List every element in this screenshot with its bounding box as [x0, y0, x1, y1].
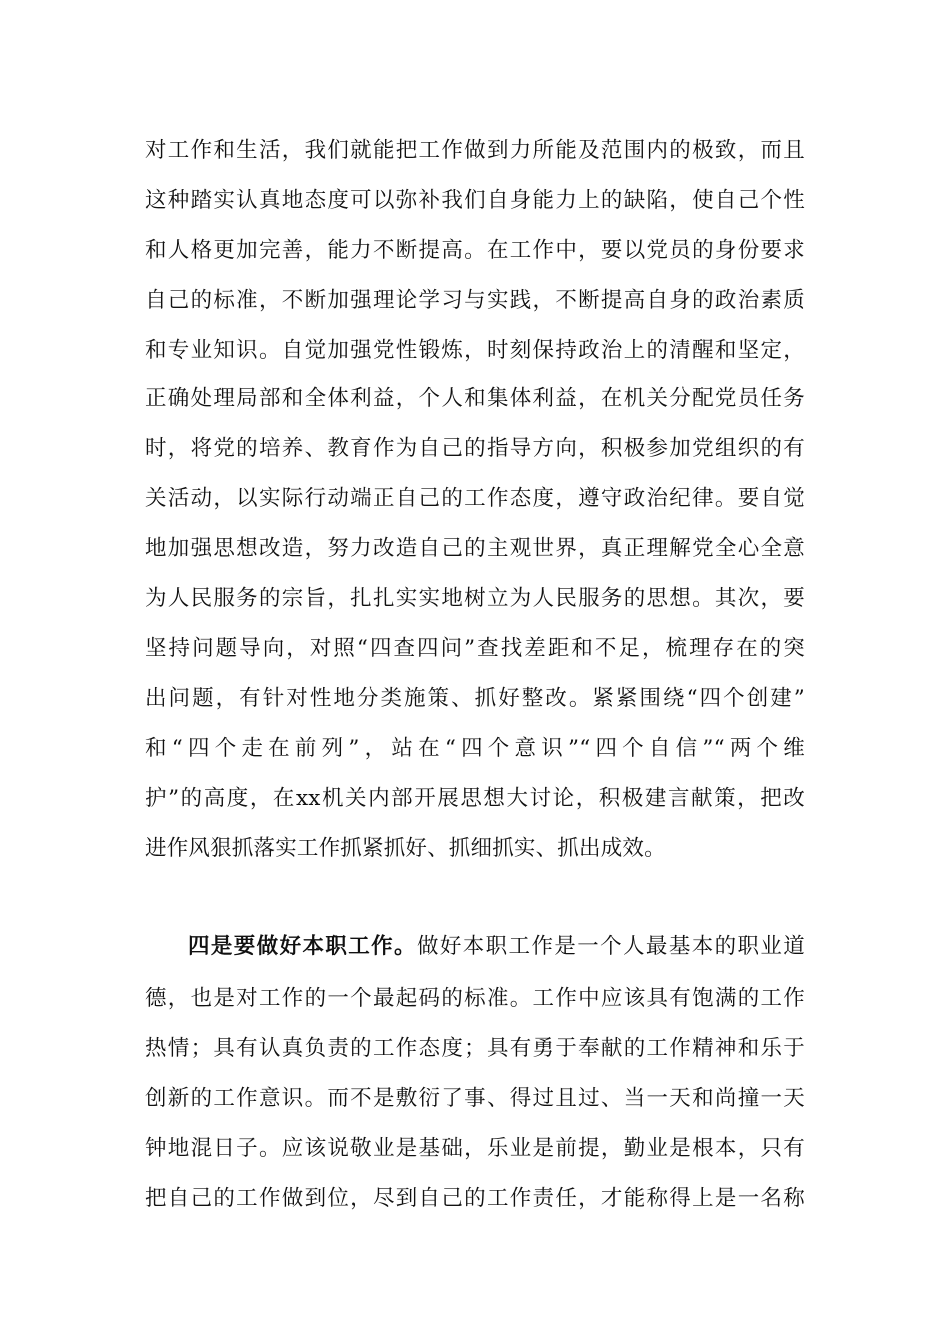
paragraph-2-line-4: 创新的工作意识。而不是敷衍了事、得过且过、当一天和尚撞一天 — [145, 1086, 805, 1111]
paragraph-1-line-15: 进作风狠抓落实工作抓紧抓好、抓细抓实、抓出成效。 — [145, 836, 666, 861]
paragraph-1-line-13: 和“四个走在前列”，站在“四个意识”“四个自信”“两个维 — [145, 736, 805, 761]
paragraph-1-line-6: 正确处理局部和全体利益，个人和集体利益，在机关分配党员任务 — [145, 386, 805, 411]
paragraph-1-line-2: 这种踏实认真地态度可以弥补我们自身能力上的缺陷，使自己个性 — [145, 188, 805, 213]
section-heading: 四是要做好本职工作。 — [188, 934, 417, 959]
paragraph-2-line-1-text: 做好本职工作是一个人最基本的职业道 — [416, 934, 805, 959]
paragraph-1-line-10: 为人民服务的宗旨，扎扎实实地树立为人民服务的思想。其次，要 — [145, 586, 805, 611]
paragraph-2-line-5: 钟地混日子。应该说敬业是基础，乐业是前提，勤业是根本，只有 — [145, 1136, 805, 1161]
paragraph-1-line-1: 对工作和生活，我们就能把工作做到力所能及范围内的极致，而且 — [145, 138, 805, 163]
paragraph-2-line-3: 热情；具有认真负责的工作态度；具有勇于奉献的工作精神和乐于 — [145, 1036, 805, 1061]
paragraph-2-line-6: 把自己的工作做到位，尽到自己的工作责任，才能称得上是一名称 — [145, 1186, 805, 1211]
paragraph-1-line-7: 时，将党的培养、教育作为自己的指导方向，积极参加党组织的有 — [145, 436, 805, 461]
paragraph-1-line-9: 地加强思想改造，努力改造自己的主观世界，真正理解党全心全意 — [145, 536, 805, 561]
paragraph-1-line-4: 自己的标准，不断加强理论学习与实践，不断提高自身的政治素质 — [145, 288, 805, 313]
paragraph-1-line-12: 出问题，有针对性地分类施策、抓好整改。紧紧围绕“四个创建” — [145, 686, 805, 711]
paragraph-1-line-8: 关活动，以实际行动端正自己的工作态度，遵守政治纪律。要自觉 — [145, 486, 805, 511]
paragraph-1-line-14: 护”的高度，在xx机关内部开展思想大讨论，积极建言献策，把改 — [145, 786, 805, 811]
paragraph-1-line-11: 坚持问题导向，对照“四查四问”查找差距和不足，梳理存在的突 — [145, 636, 805, 661]
paragraph-2-line-2: 德，也是对工作的一个最起码的标准。工作中应该具有饱满的工作 — [145, 986, 805, 1011]
paragraph-1-line-3: 和人格更加完善，能力不断提高。在工作中，要以党员的身份要求 — [145, 238, 805, 263]
paragraph-2-line-1 — [188, 932, 805, 962]
paragraph-1-line-5: 和专业知识。自觉加强党性锻炼，时刻保持政治上的清醒和坚定， — [145, 338, 805, 363]
